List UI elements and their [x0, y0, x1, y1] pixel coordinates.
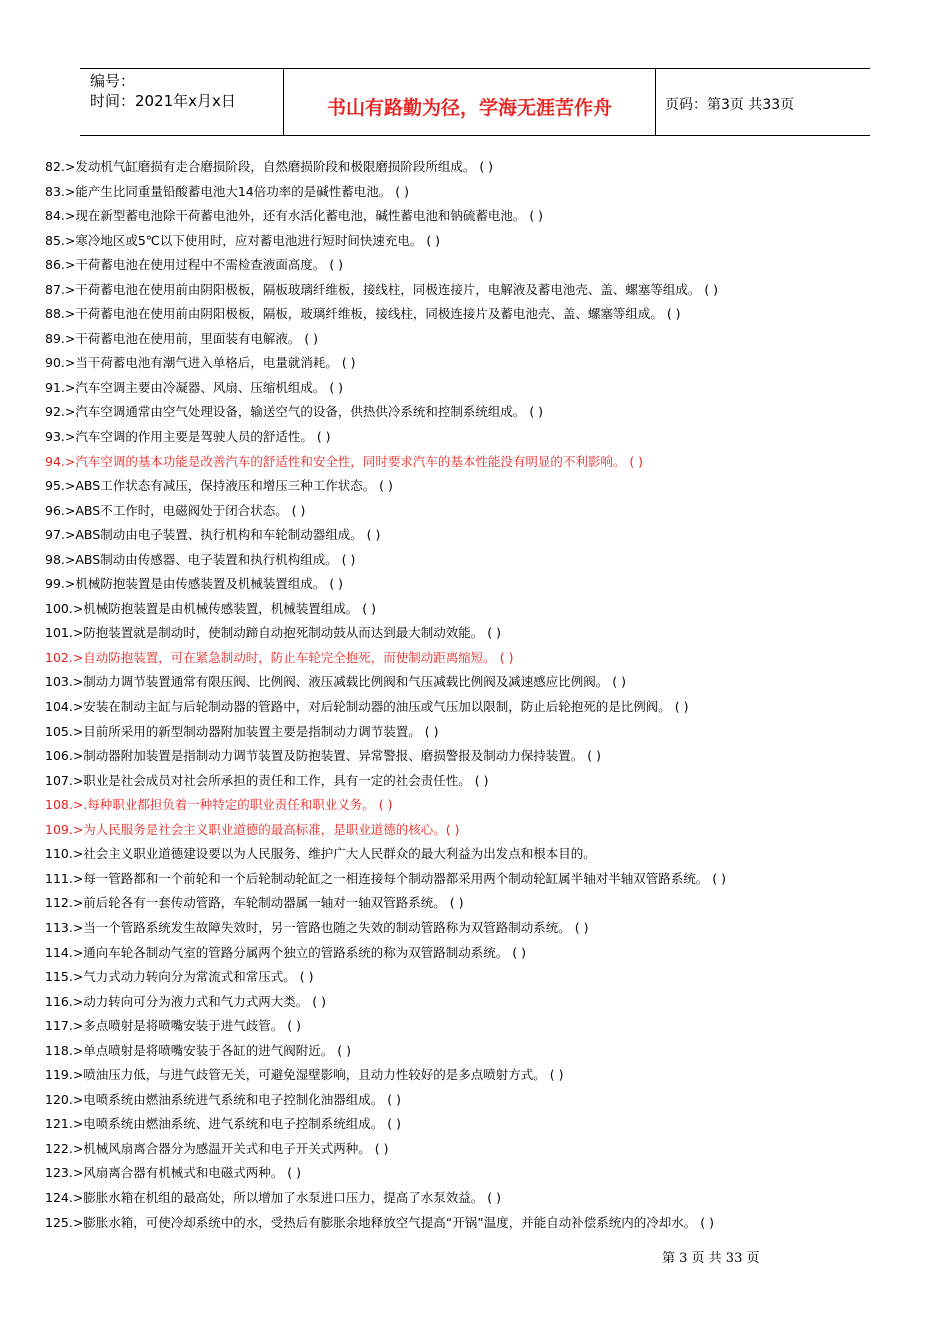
- question-item: 101.>防抱装置就是制动时，使制动蹄自动抱死制动鼓从而达到最大制动效能。 ( ): [45, 625, 502, 641]
- question-item: 84.>现在新型蓄电池除干荷蓄电池外，还有水活化蓄电池，碱性蓄电池和钠硫蓄电池。 ( ): [45, 208, 544, 224]
- question-item: 111.>每一管路都和一个前轮和一个后轮制动轮缸之一相连接每个制动器都采用两个制动轮缸属半轴对半轴双管路系统。 ( ): [45, 870, 727, 886]
- question-item: 117.>多点喷射是将喷嘴安装于进气歧管。 ( ): [45, 1018, 302, 1034]
- question-item: 103.>制动力调节装置通常有限压阀、比例阀、液压减载比例阀和气压减载比例阀及减速感应比例阀。 ( ): [45, 674, 627, 690]
- question-item: 118.>单点喷射是将喷嘴安装于各缸的进气阀附近。 ( ): [45, 1042, 352, 1058]
- question-item: 112.>前后轮各有一套传动管路，车轮制动器属一轴对一轴双管路系统。 ( ): [45, 895, 464, 911]
- question-item: 105.>目前所采用的新型制动器附加装置主要是指制动力调节装置。 ( ): [45, 723, 439, 739]
- question-item: 116.>动力转向可分为液力式和气力式两大类。 ( ): [45, 993, 327, 1009]
- question-item: 100.>机械防抱装置是由机械传感装置，机械装置组成。 ( ): [45, 600, 377, 616]
- question-list: [45, 155, 905, 1235]
- question-item: 107.>职业是社会成员对社会所承担的责任和工作，具有一定的社会责任性。 ( ): [45, 772, 489, 788]
- header-page-code: 页码：第3页 共33页: [665, 97, 795, 113]
- page-footer: 第 3 页 共 33 页: [662, 1251, 760, 1266]
- question-item: 89.>干荷蓄电池在使用前，里面装有电解液。 ( ): [45, 330, 319, 346]
- question-item: 114.>通向车轮各制动气室的管路分属两个独立的管路系统的称为双管路制动系统。 ( ): [45, 944, 527, 960]
- question-item: 121.>电喷系统由燃油系统、进气系统和电子控制系统组成。 ( ): [45, 1116, 402, 1132]
- question-item: 93.>汽车空调的作用主要是驾驶人员的舒适性。 ( ): [45, 429, 331, 445]
- page-header: [80, 68, 870, 136]
- question-item: 95.>ABS工作状态有减压，保持液压和增压三种工作状态。 ( ): [45, 478, 393, 494]
- question-item: 83.>能产生比同重量铅酸蓄电池大14倍功率的是碱性蓄电池。 ( ): [45, 183, 409, 199]
- question-item: 91.>汽车空调主要由冷凝器、风扇、压缩机组成。 ( ): [45, 379, 344, 395]
- question-item: 88.>干荷蓄电池在使用前由阴阳极板，隔板，玻璃纤维板，接线柱，同极连接片及蓄电池壳、盖、螺塞等组成。 ( ): [45, 306, 681, 322]
- question-item: 99.>机械防抱装置是由传感装置及机械装置组成。 ( ): [45, 576, 344, 592]
- question-item: 85.>寒冷地区或5℃以下使用时，应对蓄电池进行短时间快速充电。 ( ): [45, 232, 441, 248]
- question-item: 125.>膨胀水箱，可使冷却系统中的水，受热后有膨胀余地释放空气提高“开锅”温度，并能自动补偿系统内的冷却水。 ( ): [45, 1214, 714, 1230]
- question-item: 113.>当一个管路系统发生故障失效时，另一管路也随之失效的制动管路称为双管路制动系统。 ( ): [45, 919, 589, 935]
- time-label: 时间：2021年x月x日: [90, 92, 236, 110]
- question-item: 86.>干荷蓄电池在使用过程中不需检查液面高度。 ( ): [45, 257, 344, 273]
- question-item: 104.>安装在制动主缸与后轮制动器的管路中，对后轮制动器的油压或气压加以限制，防止后轮抱死的是比例阀。 ( ): [45, 699, 689, 715]
- number-label: 编号：: [90, 72, 136, 90]
- question-item: 123.>风扇离合器有机械式和电磁式两种。 ( ): [45, 1165, 302, 1181]
- question-item: 92.>汽车空调通常由空气处理设备，输送空气的设备，供热供冷系统和控制系统组成。 ( ): [45, 404, 544, 420]
- question-item: 115.>气力式动力转向分为常流式和常压式。 ( ): [45, 969, 314, 985]
- question-item: 96.>ABS不工作时，电磁阀处于闭合状态。 ( ): [45, 502, 306, 518]
- header-motto: 书山有路勤为径，学海无涯苦作舟: [283, 69, 656, 135]
- question-item: 110.>社会主义职业道德建设要以为人民服务、维护广大人民群众的最大利益为出发点和根本目的。: [45, 846, 596, 862]
- question-item: 97.>ABS制动由电子装置、执行机构和车轮制动器组成。 ( ): [45, 527, 381, 543]
- question-item: 108.>.每种职业都担负着一种特定的职业责任和职业义务。 ( ): [45, 797, 393, 813]
- question-item: 124.>膨胀水箱在机组的最高处，所以增加了水泵进口压力，提高了水泵效益。 ( ): [45, 1189, 502, 1205]
- question-item: 94.>汽车空调的基本功能是改善汽车的舒适性和安全性，同时要求汽车的基本性能没有明显的不利影响。 ( ): [45, 453, 644, 469]
- question-item: 122.>机械风扇离合器分为感温开关式和电子开关式两种。 ( ): [45, 1140, 389, 1156]
- header-meta: [80, 69, 283, 135]
- question-item: 82.>发动机气缸磨损有走合磨损阶段，自然磨损阶段和极限磨损阶段所组成。 ( ): [45, 159, 494, 174]
- question-item: 102.>自动防抱装置，可在紧急制动时，防止车轮完全抱死，而使制动距离缩短。 ( ): [45, 649, 514, 665]
- question-item: 109.>为人民服务是社会主义职业道德的最高标准，是职业道德的核心。( ): [45, 821, 460, 837]
- question-item: 119.>喷油压力低，与进气歧管无关，可避免湿壁影响，且动力性较好的是多点喷射方式。 ( ): [45, 1067, 564, 1083]
- question-item: 120.>电喷系统由燃油系统进气系统和电子控制化油器组成。 ( ): [45, 1091, 402, 1107]
- question-item: 87.>干荷蓄电池在使用前由阴阳极板，隔板玻璃纤维板，接线柱，同极连接片，电解液及蓄电池壳、盖、螺塞等组成。 ( ): [45, 281, 719, 297]
- question-item: 98.>ABS制动由传感器、电子装置和执行机构组成。 ( ): [45, 551, 356, 567]
- question-item: 106.>制动器附加装置是指制动力调节装置及防抱装置、异常警报、磨损警报及制动力保持装置。 ( ): [45, 748, 602, 764]
- question-item: 90.>当干荷蓄电池有潮气进入单格后，电量就消耗。 ( ): [45, 355, 356, 371]
